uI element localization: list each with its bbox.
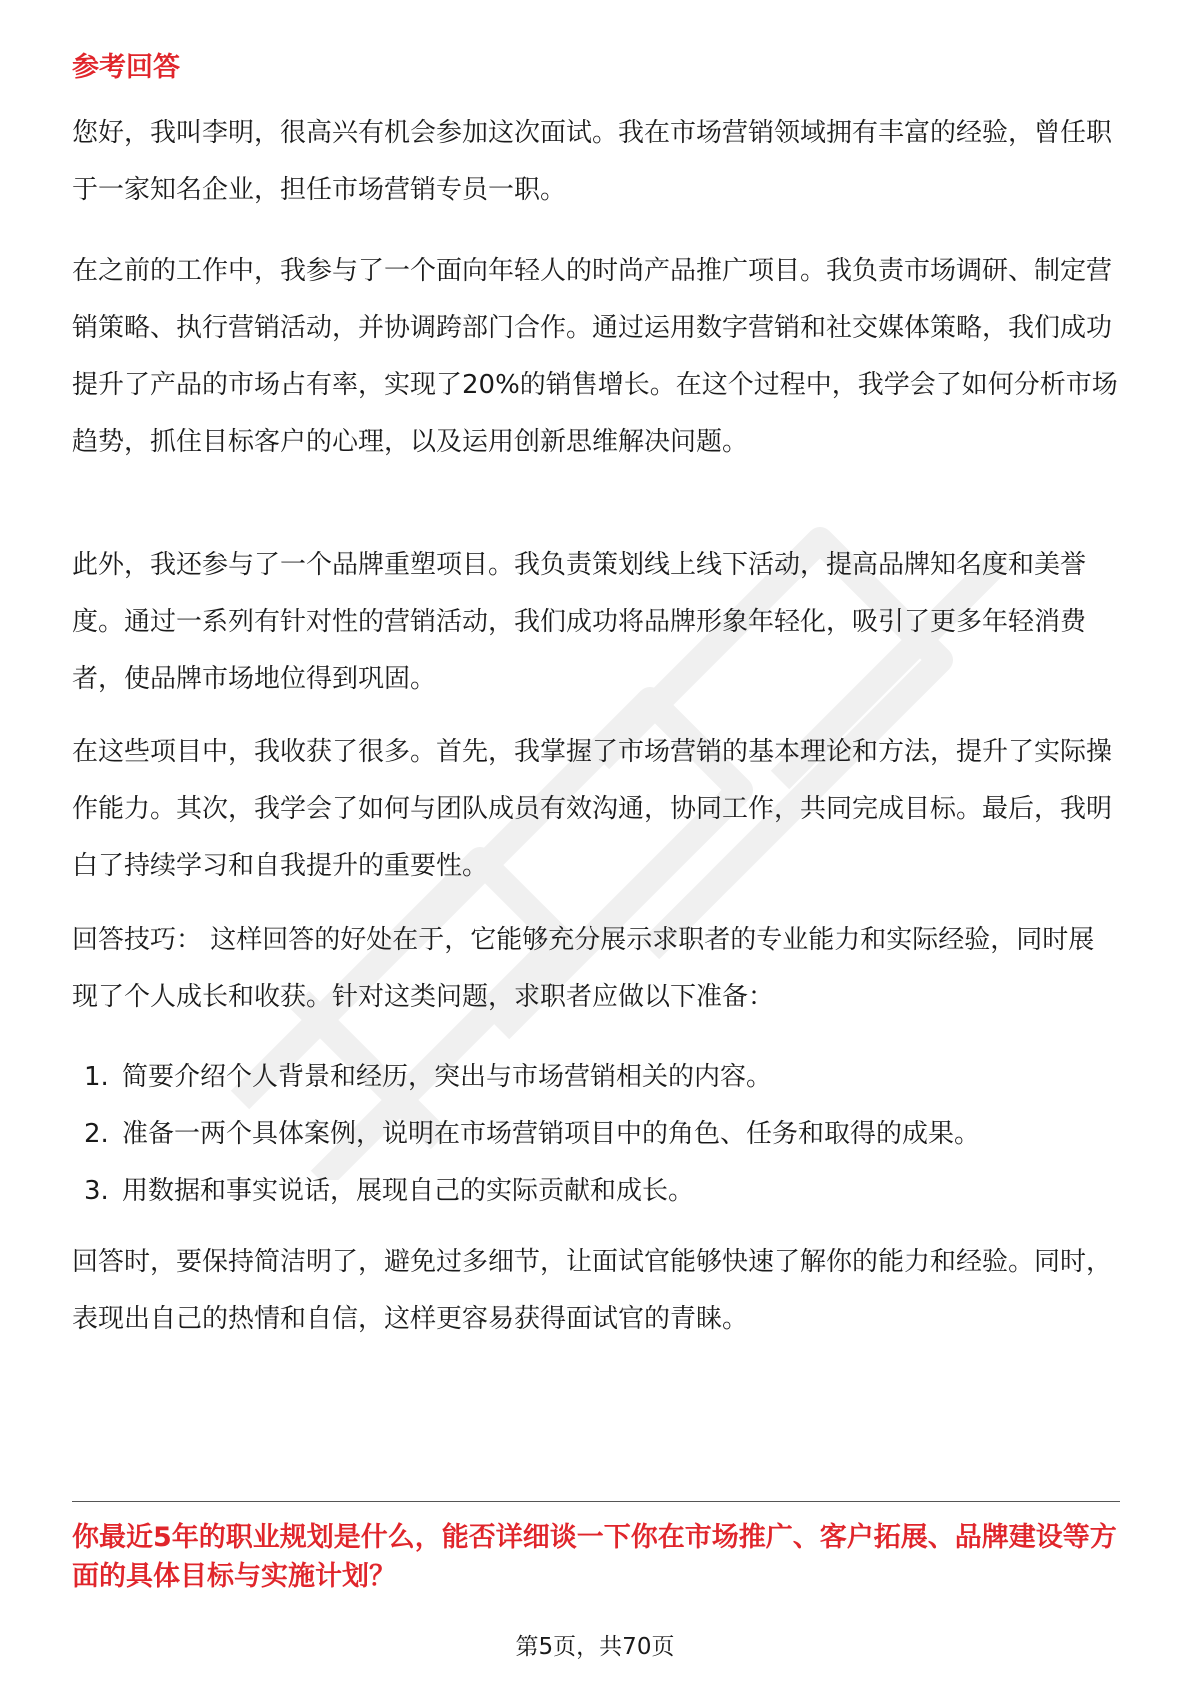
next-question: 你最近5年的职业规划是什么，能否详细谈一下你在市场推广、客户拓展、品牌建设等方面的具体目标与实施计划？ bbox=[72, 1522, 1117, 1592]
page-footer: 第5页，共70页 bbox=[515, 1634, 675, 1660]
list-item bbox=[72, 1106, 1120, 1163]
list-text: 简要介绍个人背景和经历，突出与市场营销相关的内容。 bbox=[122, 1062, 773, 1092]
list-text: 用数据和事实说话，展现自己的实际贡献和成长。 bbox=[122, 1176, 695, 1206]
section-divider bbox=[72, 1501, 1120, 1502]
list-number: 2. bbox=[84, 1119, 109, 1149]
paragraph-project-one: 在之前的工作中，我参与了一个面向年轻人的时尚产品推广项目。我负责市场调研、制定营销策略、执行营销活动，并协调跨部门合作。通过运用数字营销和社交媒体策略，我们成功提升了产品的市场占有率，实现了20%的销售增长。在这个过程中，我学会了如何分析市场趋势，抓住目标客户的心理，以及运用创新思维解决问题。 bbox=[72, 256, 1118, 457]
paragraph-project-two: 此外，我还参与了一个品牌重塑项目。我负责策划线上线下活动，提高品牌知名度和美誉度。通过一系列有针对性的营销活动，我们成功将品牌形象年轻化，吸引了更多年轻消费者，使品牌市场地位得到巩固。 bbox=[72, 550, 1087, 694]
paragraph-gains: 在这些项目中，我收获了很多。首先，我掌握了市场营销的基本理论和方法，提升了实际操作能力。其次，我学会了如何与团队成员有效沟通，协同工作，共同完成目标。最后，我明白了持续学习和自我提升的重要性。 bbox=[72, 737, 1113, 881]
list-text: 准备一两个具体案例，说明在市场营销项目中的角色、任务和取得的成果。 bbox=[122, 1119, 981, 1149]
paragraph-intro: 您好，我叫李明，很高兴有机会参加这次面试。我在市场营销领域拥有丰富的经验，曾任职于一家知名企业，担任市场营销专员一职。 bbox=[72, 118, 1113, 205]
section-title: 参考回答 bbox=[72, 52, 180, 83]
list-number: 3. bbox=[84, 1176, 109, 1206]
paragraph-tips-intro: 回答技巧： 这样回答的好处在于，它能够充分展示求职者的专业能力和实际经验，同时展现了个人成长和收获。针对这类问题，求职者应做以下准备： bbox=[72, 925, 1095, 1012]
list-item bbox=[72, 1163, 1120, 1220]
list-number: 1. bbox=[84, 1062, 109, 1092]
paragraph-closing: 回答时，要保持简洁明了，避免过多细节，让面试官能够快速了解你的能力和经验。同时，表现出自己的热情和自信，这样更容易获得面试官的青睐。 bbox=[72, 1247, 1113, 1334]
list-item bbox=[72, 1049, 1120, 1106]
tips-list bbox=[72, 1049, 1120, 1220]
